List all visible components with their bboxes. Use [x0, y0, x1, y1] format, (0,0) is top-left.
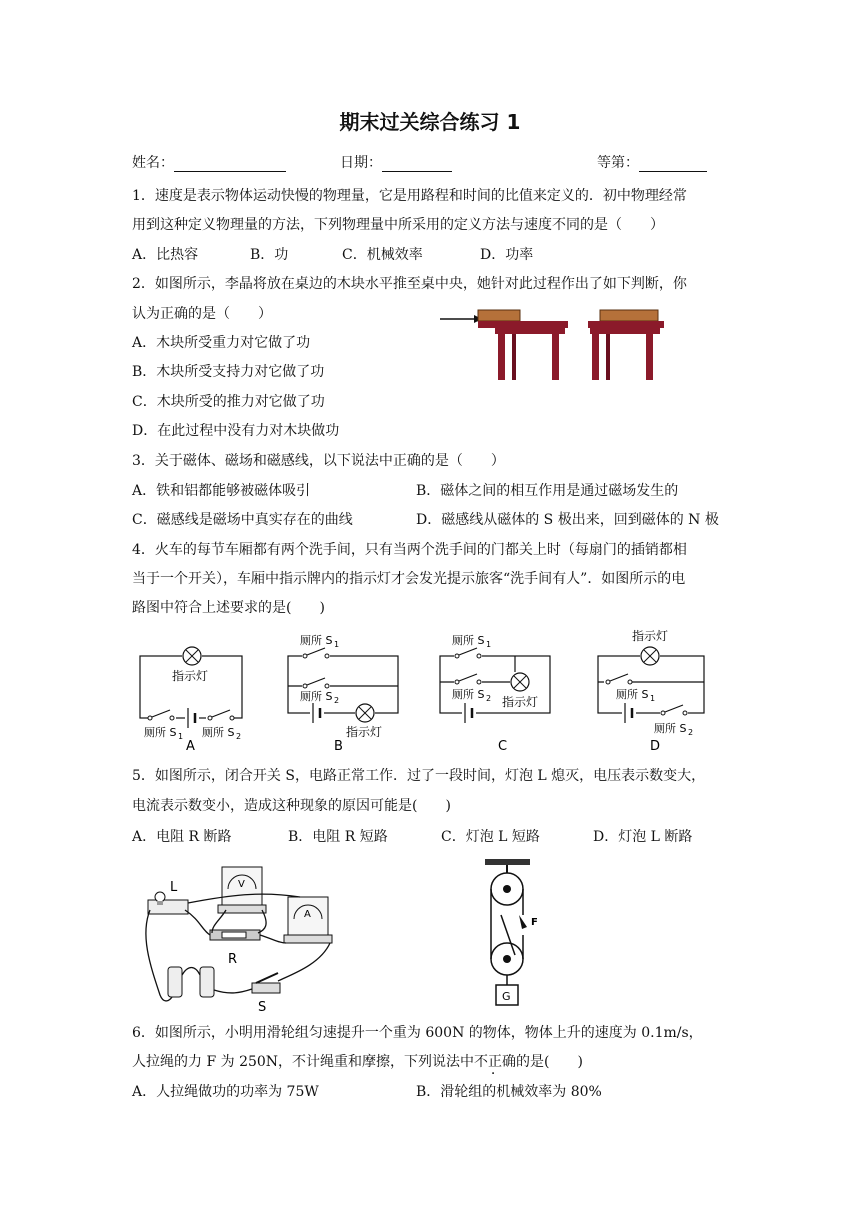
circuit-c — [440, 634, 550, 754]
q1-line1: 1．速度是表示物体运动快慢的物理量，它是用路程和时间的比值来定义的．初中物理经常 — [132, 188, 687, 204]
q6-line2 — [132, 1051, 583, 1071]
q5-option-b: B．电阻 R 短路 — [288, 829, 388, 845]
s1-label: 厕所 S — [300, 634, 333, 647]
pulley-figure — [475, 855, 555, 1015]
s2-subscript: 2 — [334, 696, 340, 705]
grade-blank[interactable] — [639, 155, 707, 172]
s1-subscript: 1 — [486, 640, 492, 649]
ammeter — [284, 897, 332, 943]
circuit-d — [598, 628, 704, 754]
s2-label: 厕所 S — [202, 726, 235, 739]
s2-subscript: 2 — [236, 732, 242, 741]
s1-label: 厕所 S — [452, 634, 485, 647]
q1-line2: 用到这种定义物理量的方法，下列物理量中所采用的定义方法与速度不同的是（ ） — [132, 217, 664, 233]
lamp-icon — [511, 673, 529, 691]
q1-option-b: B．功 — [250, 247, 289, 263]
q6-line1: 6．如图所示，小明用滑轮组匀速提升一个重为 600N 的物体，物体上升的速度为 0.1m/s， — [132, 1025, 703, 1041]
q3-line1: 3．关于磁体、磁场和磁感线，以下说法中正确的是（ ） — [132, 453, 505, 469]
name-field — [132, 152, 286, 172]
s2-label: 厕所 S — [452, 688, 485, 701]
q5-line1: 5．如图所示，闭合开关 S，电路正常工作．过了一段时间，灯泡 L 熄灭，电压表示数变大， — [132, 768, 706, 784]
desk-figure — [440, 305, 670, 380]
q2-option-a: A．木块所受重力对它做了功 — [132, 335, 311, 351]
q5-option-a: A．电阻 R 断路 — [132, 829, 232, 845]
q6-emphasis: 不正确 — [474, 1054, 517, 1070]
date-label: 日期： — [340, 155, 382, 171]
q3-option-d: D．磁感线从磁体的 S 极出来，回到磁体的 N 极 — [416, 512, 719, 528]
resistor — [210, 930, 260, 940]
force-label: F — [531, 917, 538, 928]
q4-line2: 当于一个开关），车厢中指示牌内的指示灯才会发光提示旅客“洗手间有人”．如图所示的电 — [132, 571, 686, 587]
q5-option-d: D．灯泡 L 断路 — [593, 829, 693, 845]
name-blank[interactable] — [174, 155, 286, 172]
page-title: 期末过关综合练习 1 — [339, 110, 521, 134]
name-label: 姓名： — [132, 155, 174, 171]
q6-line2-end: 的是( ) — [516, 1054, 583, 1070]
q1-option-c: C．机械效率 — [342, 247, 423, 263]
s1-subscript: 1 — [650, 694, 656, 703]
lamp-label: L — [170, 880, 178, 895]
figure-a-label: A — [186, 739, 195, 754]
s1-label: 厕所 S — [616, 688, 649, 701]
date-field — [340, 152, 452, 172]
q2-line1: 2．如图所示，李晶将放在桌边的木块水平推至桌中央，她针对此过程作出了如下判断，你 — [132, 276, 687, 292]
s2-subscript: 2 — [688, 728, 694, 737]
circuit-figures — [130, 626, 730, 756]
lamp-board — [148, 892, 188, 914]
grade-label: 等第： — [597, 155, 639, 171]
ceiling — [485, 859, 530, 865]
circuit-a — [140, 646, 242, 754]
physical-circuit-figure — [140, 855, 360, 1015]
s1-subscript: 1 — [178, 732, 184, 741]
q3-option-c: C．磁感线是磁场中真实存在的曲线 — [132, 512, 353, 528]
q5-line2: 电流表示数变小，造成这种现象的原因可能是( ) — [132, 798, 451, 814]
date-blank[interactable] — [382, 155, 452, 172]
lamp-icon — [183, 647, 201, 665]
desk-left — [478, 310, 568, 380]
q5-option-c: C．灯泡 L 短路 — [441, 829, 540, 845]
grade-field — [597, 152, 707, 172]
q1-option-d: D．功率 — [480, 247, 534, 263]
resistor-label: R — [228, 952, 238, 967]
s2-label: 厕所 S — [654, 722, 687, 735]
q2-option-c: C．木块所受的推力对它做了功 — [132, 394, 325, 410]
push-arrow — [440, 315, 482, 323]
lamp-icon — [641, 647, 659, 665]
q3-option-b: B．磁体之间的相互作用是通过磁场发生的 — [416, 483, 679, 499]
s2-subscript: 2 — [486, 694, 492, 703]
desk-right — [588, 310, 664, 380]
force-arrow — [519, 915, 527, 929]
q6-line2-start: 人拉绳的力 F 为 250N，不计绳重和摩擦，下列说法中 — [132, 1054, 475, 1070]
voltmeter-label: V — [238, 879, 245, 890]
s1-subscript: 1 — [334, 640, 340, 649]
q2-option-d: D．在此过程中没有力对木块做功 — [132, 423, 340, 439]
q1-option-a: A．比热容 — [132, 247, 199, 263]
bulb-icon — [155, 892, 165, 902]
switch-label: S — [258, 1000, 267, 1015]
s1-label: 厕所 S — [144, 726, 177, 739]
q6-option-a: A．人拉绳做功的功率为 75W — [132, 1084, 319, 1100]
weight-label: G — [502, 990, 511, 1003]
lamp-label: 指示灯 — [172, 669, 209, 683]
lamp-label: 指示灯 — [346, 725, 383, 739]
circuit-b — [288, 634, 398, 754]
s2-label: 厕所 S — [300, 690, 333, 703]
lamp-label: 指示灯 — [632, 629, 669, 643]
voltmeter — [218, 867, 266, 913]
q6-option-b: B．滑轮组的机械效率为 80% — [416, 1084, 602, 1100]
figure-d-label: D — [650, 739, 661, 754]
figure-c-label: C — [498, 739, 508, 754]
ammeter-label: A — [304, 909, 311, 920]
q3-option-a: A．铁和铝都能够被磁体吸引 — [132, 483, 311, 499]
lamp-label: 指示灯 — [502, 695, 539, 709]
batteries — [168, 967, 214, 997]
switch — [252, 973, 280, 993]
figure-b-label: B — [334, 739, 343, 754]
q2-line2: 认为正确的是（ ） — [132, 306, 272, 322]
q2-option-b: B．木块所受支持力对它做了功 — [132, 364, 325, 380]
q4-line1: 4．火车的每节车厢都有两个洗手间，只有当两个洗手间的门都关上时（每扇门的插销都相 — [132, 542, 687, 558]
q4-line3: 路图中符合上述要求的是( ) — [132, 600, 325, 616]
lamp-icon — [356, 704, 374, 722]
